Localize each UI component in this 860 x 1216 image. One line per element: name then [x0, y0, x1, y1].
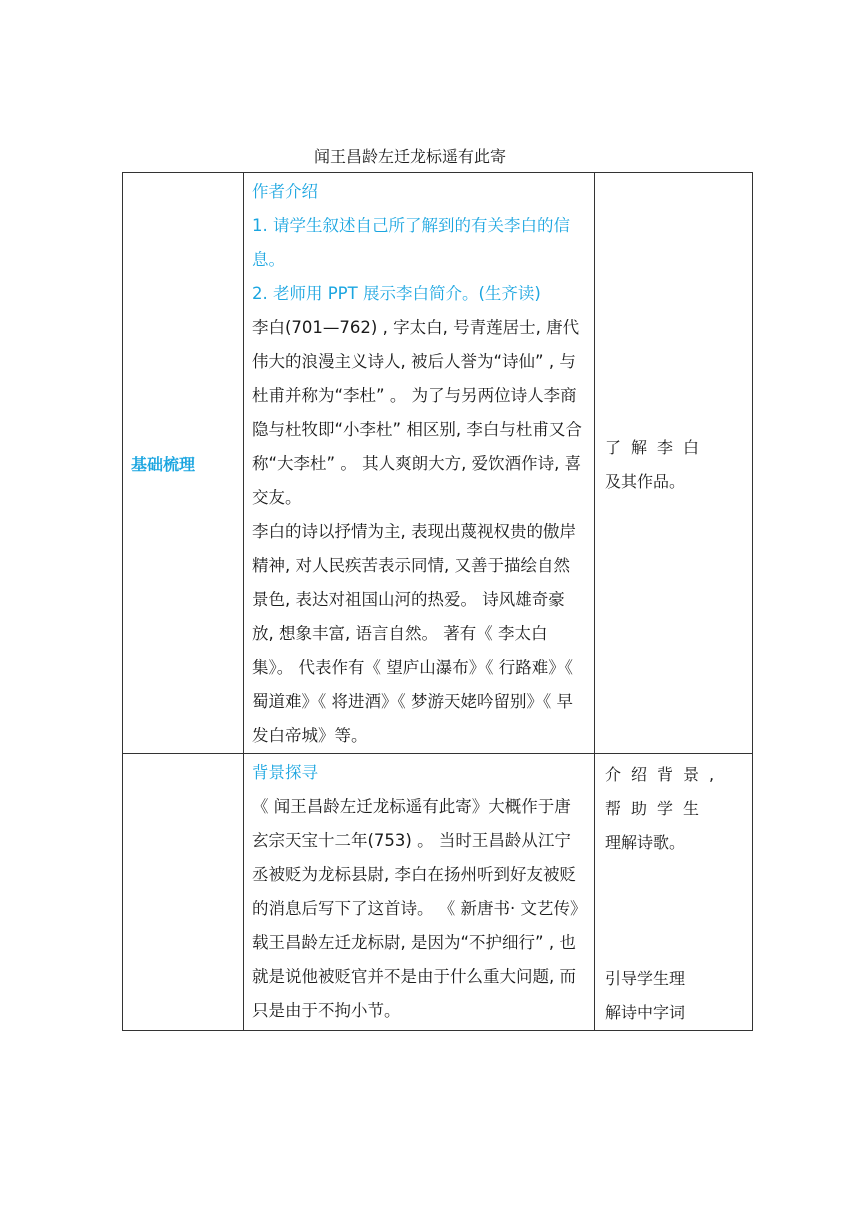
note-text: 帮助学生: [605, 799, 710, 818]
section-label: 基础梳理: [131, 454, 196, 474]
section-label-cell: [123, 754, 244, 1031]
note-text: 解诗中字词: [605, 1003, 686, 1022]
section-heading: 作者介绍: [252, 182, 318, 201]
paragraph: 李白的诗以抒情为主, 表现出蔑视权贵的傲岸精神, 对人民疾苦表示同情, 又善于描绘自然景色, 表达对祖国山河的热爱。 诗风雄奇豪放, 想象丰富, 语言自然。 著有《 李太白集》。 代表作有《 望庐山瀑布》《 行路难》《 蜀道难》《 将进酒》《 梦游天姥吟留别》《 早发白帝城》等。: [252, 522, 576, 745]
note-text: 及其作品。: [605, 472, 686, 491]
section-label-cell: [123, 173, 244, 754]
page-title: 闻王昌龄左迁龙标遥有此寄: [313, 147, 506, 166]
activity-item: 1. 请学生叙述自己所了解到的有关李白的信息。: [252, 216, 570, 269]
note-text: 理解诗歌。: [605, 833, 686, 852]
notes-cell: [595, 173, 753, 754]
paragraph: 李白(701—762) , 字太白, 号青莲居士, 唐代伟大的浪漫主义诗人, 被后人誉为“诗仙” , 与杜甫并称为“李杜” 。 为了与另两位诗人李商隐与杜牧即“小李杜” 相区别, 李白与杜甫又合称“大李杜” 。 其人爽朗大方, 爱饮酒作诗, 喜交友。: [252, 318, 582, 507]
table-row: [123, 173, 753, 754]
note-text: 了解李白: [605, 438, 710, 457]
content-cell: [244, 754, 595, 1031]
paragraph: 《 闻王昌龄左迁龙标遥有此寄》大概作于唐玄宗天宝十二年(753) 。 当时王昌龄从江宁丞被贬为龙标县尉, 李白在扬州听到好友被贬的消息后写下了这首诗。 《 新唐书· 文艺传》载王昌龄左迁龙标尉, 是因为“不护细行” , 也就是说他被贬官并不是由于什么重大问题, 而只是由于不拘小节。: [252, 797, 579, 1020]
section-heading: 背景探寻: [252, 763, 318, 782]
note-text: 引导学生理: [605, 969, 686, 988]
note-text: 介绍背景,: [605, 765, 725, 784]
notes-cell: [595, 754, 753, 1031]
table-row: [123, 754, 753, 1031]
lesson-table: [122, 172, 753, 1031]
content-cell: [244, 173, 595, 754]
activity-item: 2. 老师用 PPT 展示李白简介。(生齐读): [252, 284, 541, 303]
